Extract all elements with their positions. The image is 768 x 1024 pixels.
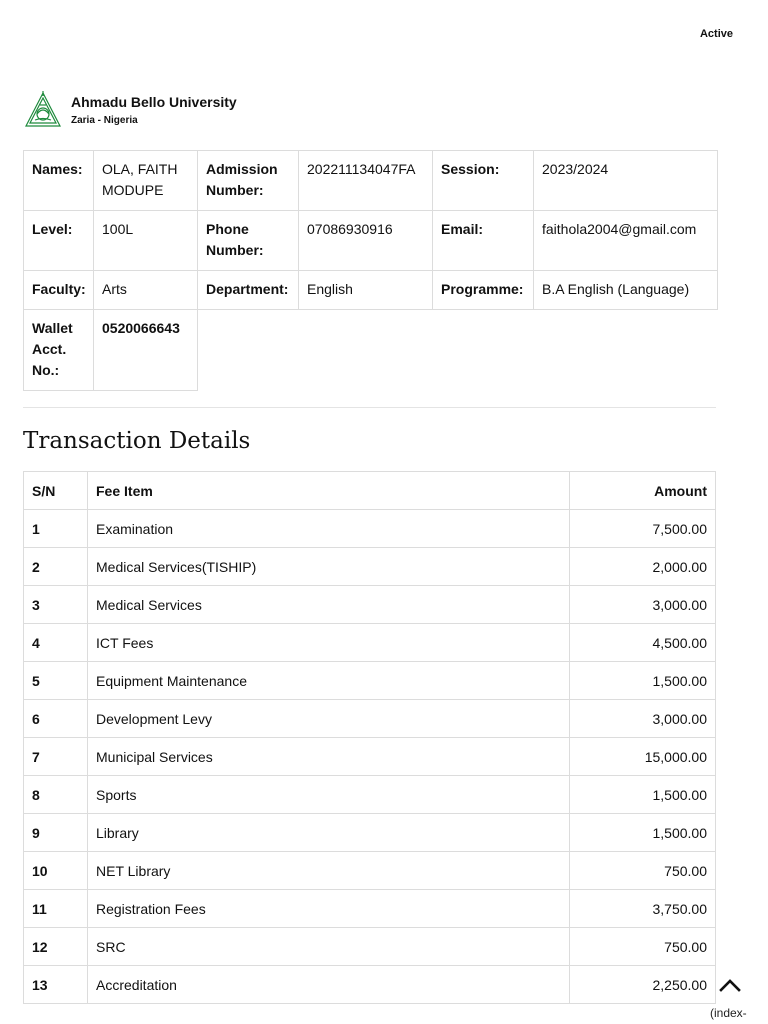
table-row	[24, 738, 716, 776]
row-amount: 2,250.00	[570, 966, 716, 1004]
names-label: Names:	[24, 151, 94, 211]
email-label: Email:	[433, 211, 534, 271]
info-row	[24, 211, 718, 271]
table-row	[24, 624, 716, 662]
row-sn: 6	[24, 700, 88, 738]
student-info-table	[23, 150, 718, 391]
table-row	[24, 852, 716, 890]
table-row	[24, 814, 716, 852]
transaction-details-title: Transaction Details	[23, 428, 251, 454]
status-label: Active	[699, 28, 733, 40]
transaction-table	[23, 471, 716, 1004]
table-row	[24, 966, 716, 1004]
info-row	[24, 151, 718, 211]
row-fee-item: NET Library	[88, 852, 570, 890]
programme-value: B.A English (Language)	[534, 271, 718, 310]
table-row	[24, 928, 716, 966]
names-value: OLA, FAITH MODUPE	[94, 151, 198, 211]
row-amount: 4,500.00	[570, 624, 716, 662]
info-row	[24, 310, 718, 391]
session-value: 2023/2024	[534, 151, 718, 211]
row-fee-item: Municipal Services	[88, 738, 570, 776]
faculty-label: Faculty:	[24, 271, 94, 310]
row-amount: 750.00	[570, 928, 716, 966]
row-sn: 12	[24, 928, 88, 966]
level-label: Level:	[24, 211, 94, 271]
row-sn: 1	[24, 510, 88, 548]
row-sn: 11	[24, 890, 88, 928]
row-amount: 3,750.00	[570, 890, 716, 928]
row-amount: 3,000.00	[570, 586, 716, 624]
table-row	[24, 890, 716, 928]
table-row	[24, 662, 716, 700]
row-fee-item: Accreditation	[88, 966, 570, 1004]
scroll-to-top-button[interactable]	[715, 972, 745, 998]
row-amount: 15,000.00	[570, 738, 716, 776]
table-row	[24, 510, 716, 548]
empty-cell	[198, 310, 718, 391]
transaction-rows	[24, 510, 716, 1004]
row-amount: 3,000.00	[570, 700, 716, 738]
admission-value: 202211134047FA	[299, 151, 433, 211]
wallet-value: 0520066643	[94, 310, 198, 391]
row-fee-item: Medical Services	[88, 586, 570, 624]
row-amount: 750.00	[570, 852, 716, 890]
university-location: Zaria - Nigeria	[71, 114, 138, 126]
department-label: Department:	[198, 271, 299, 310]
university-header	[23, 90, 237, 130]
row-sn: 10	[24, 852, 88, 890]
email-value: faithola2004@gmail.com	[534, 211, 718, 271]
row-fee-item: Medical Services(TISHIP)	[88, 548, 570, 586]
row-amount: 2,000.00	[570, 548, 716, 586]
admission-label: Admission Number:	[198, 151, 299, 211]
table-row	[24, 586, 716, 624]
department-value: English	[299, 271, 433, 310]
info-row	[24, 271, 718, 310]
row-fee-item: ICT Fees	[88, 624, 570, 662]
table-row	[24, 776, 716, 814]
row-sn: 3	[24, 586, 88, 624]
row-sn: 9	[24, 814, 88, 852]
table-header-row	[24, 472, 716, 510]
row-amount: 1,500.00	[570, 662, 716, 700]
university-crest-icon	[23, 90, 63, 130]
phone-value: 07086930916	[299, 211, 433, 271]
programme-label: Programme:	[433, 271, 534, 310]
faculty-value: Arts	[94, 271, 198, 310]
row-fee-item: Equipment Maintenance	[88, 662, 570, 700]
table-row	[24, 700, 716, 738]
row-fee-item: Sports	[88, 776, 570, 814]
section-divider	[23, 407, 716, 408]
fee-item-header: Fee Item	[88, 472, 570, 510]
row-fee-item: Development Levy	[88, 700, 570, 738]
session-label: Session:	[433, 151, 534, 211]
amount-header: Amount	[570, 472, 716, 510]
row-sn: 5	[24, 662, 88, 700]
footer-note: (index-	[710, 1006, 747, 1020]
row-fee-item: Registration Fees	[88, 890, 570, 928]
row-amount: 1,500.00	[570, 776, 716, 814]
phone-label: Phone Number:	[198, 211, 299, 271]
row-sn: 13	[24, 966, 88, 1004]
sn-header: S/N	[24, 472, 88, 510]
row-fee-item: SRC	[88, 928, 570, 966]
row-fee-item: Library	[88, 814, 570, 852]
row-sn: 8	[24, 776, 88, 814]
row-amount: 1,500.00	[570, 814, 716, 852]
chevron-up-icon	[718, 977, 742, 993]
university-name: Ahmadu Bello University	[71, 93, 237, 110]
row-sn: 4	[24, 624, 88, 662]
table-row	[24, 548, 716, 586]
wallet-label: Wallet Acct. No.:	[24, 310, 94, 391]
row-amount: 7,500.00	[570, 510, 716, 548]
row-sn: 2	[24, 548, 88, 586]
level-value: 100L	[94, 211, 198, 271]
row-fee-item: Examination	[88, 510, 570, 548]
row-sn: 7	[24, 738, 88, 776]
